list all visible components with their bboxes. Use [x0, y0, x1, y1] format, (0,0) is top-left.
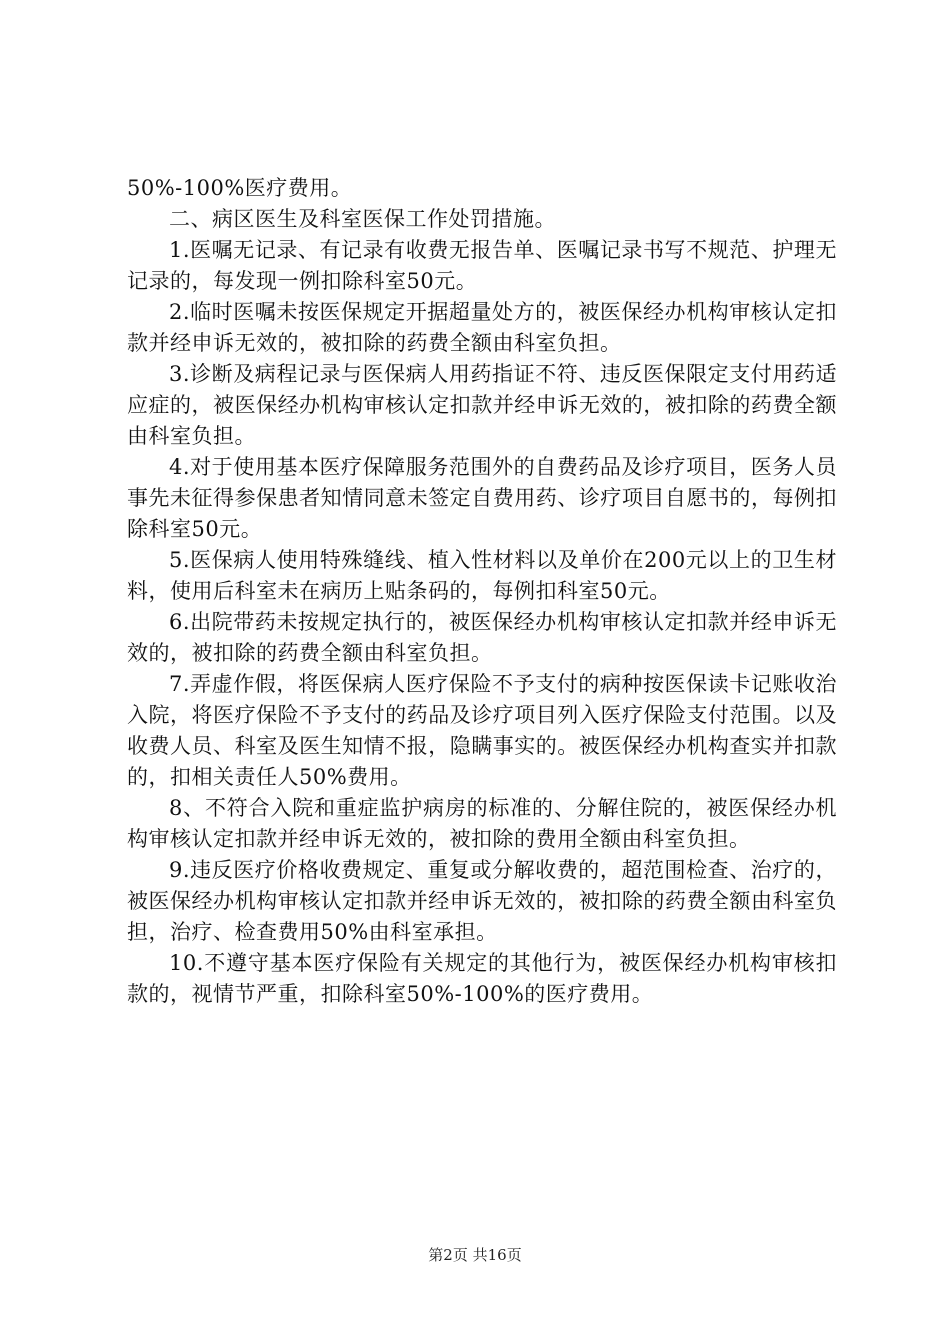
page-number-footer: 第2页 共16页 — [428, 1246, 522, 1264]
clause-6: 6.出院带药未按规定执行的，被医保经办机构审核认定扣款并经申诉无效的，被扣除的药费全额由科室负担。 — [127, 610, 837, 665]
clause-1: 1.医嘱无记录、有记录有收费无报告单、医嘱记录书写不规范、护理无记录的，每发现一例扣除科室50元。 — [127, 238, 837, 293]
clause-5: 5.医保病人使用特殊缝线、植入性材料以及单价在200元以上的卫生材料，使用后科室未在病历上贴条码的，每例扣科室50元。 — [127, 548, 837, 603]
document-body — [127, 173, 837, 1010]
clause-3: 3.诊断及病程记录与医保病人用药指证不符、违反医保限定支付用药适应症的，被医保经办机构审核认定扣款并经申诉无效的，被扣除的药费全额由科室负担。 — [127, 362, 837, 448]
section-heading: 二、病区医生及科室医保工作处罚措施。 — [169, 207, 556, 231]
clause-7: 7.弄虚作假，将医保病人医疗保险不予支付的病种按医保读卡记账收治入院，将医疗保险不予支付的药品及诊疗项目列入医疗保险支付范围。以及收费人员、科室及医生知情不报，隐瞒事实的。被医保经办机构查实并扣款的，扣相关责任人50%费用。 — [127, 672, 837, 789]
clause-4: 4.对于使用基本医疗保障服务范围外的自费药品及诊疗项目，医务人员事先未征得参保患者知情同意未签定自费用药、诊疗项目自愿书的，每例扣除科室50元。 — [127, 455, 837, 541]
clause-2: 2.临时医嘱未按医保规定开据超量处方的，被医保经办机构审核认定扣款并经申诉无效的，被扣除的药费全额由科室负担。 — [127, 300, 837, 355]
clause-8: 8、不符合入院和重症监护病房的标准的、分解住院的，被医保经办机构审核认定扣款并经申诉无效的，被扣除的费用全额由科室负担。 — [127, 796, 837, 851]
paragraph-continuation: 50%-100%医疗费用。 — [127, 176, 353, 200]
clause-9: 9.违反医疗价格收费规定、重复或分解收费的，超范围检查、治疗的，被医保经办机构审核认定扣款并经申诉无效的，被扣除的药费全额由科室负担，治疗、检查费用50%由科室承担。 — [127, 858, 837, 944]
clause-10: 10.不遵守基本医疗保险有关规定的其他行为，被医保经办机构审核扣款的，视情节严重，扣除科室50%-100%的医疗费用。 — [127, 951, 837, 1006]
